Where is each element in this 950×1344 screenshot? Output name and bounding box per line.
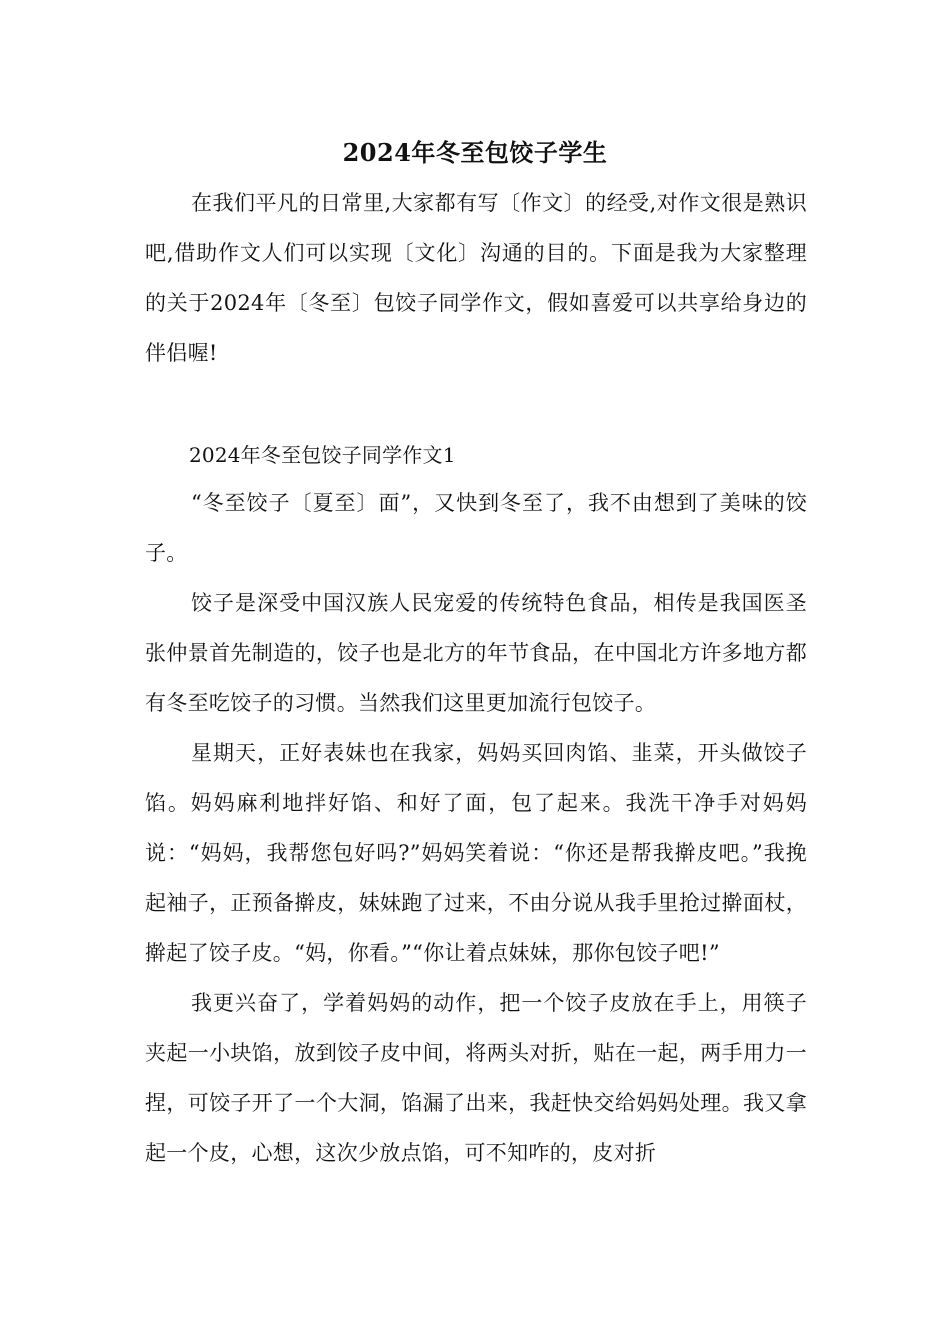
document-body <box>145 178 807 1178</box>
section-heading: 2024年冬至包饺子同学作文1 <box>189 443 456 467</box>
document-title: 2024年冬至包饺子学生 <box>342 138 608 167</box>
body-paragraph: 星期天，正好表妹也在我家，妈妈买回肉馅、韭菜，开头做饺子馅。妈妈麻利地拌好馅、和好了面，包了起来。我洗干净手对妈妈说：“妈妈，我帮您包好吗?”妈妈笑着说：“你还是帮我擀皮吧。”我挽起袖子，正预备擀皮，妹妹跑了过来，不由分说从我手里抢过擀面杖，擀起了饺子皮。“妈，你看。”“你让着点妹妹，那你包饺子吧!” <box>145 741 807 965</box>
body-paragraph: 饺子是深受中国汉族人民宠爱的传统特色食品，相传是我国医圣张仲景首先制造的，饺子也是北方的年节食品，在中国北方许多地方都有冬至吃饺子的习惯。当然我们这里更加流行包饺子。 <box>145 591 807 715</box>
body-paragraph: “冬至饺子〔夏至〕面”，又快到冬至了，我不由想到了美味的饺子。 <box>145 491 807 565</box>
intro-paragraph: 在我们平凡的日常里,大家都有写〔作文〕的经受,对作文很是熟识吧,借助作文人们可以实现〔文化〕沟通的目的。下面是我为大家整理的关于2024年〔冬至〕包饺子同学作文，假如喜爱可以共享给身边的伴侣喔! <box>145 191 807 365</box>
body-paragraph: 我更兴奋了，学着妈妈的动作，把一个饺子皮放在手上，用筷子夹起一小块馅，放到饺子皮中间，将两头对折，贴在一起，两手用力一捏，可饺子开了一个大洞，馅漏了出来，我赶快交给妈妈处理。我又拿起一个皮，心想，这次少放点馅，可不知咋的，皮对折 <box>145 991 807 1165</box>
